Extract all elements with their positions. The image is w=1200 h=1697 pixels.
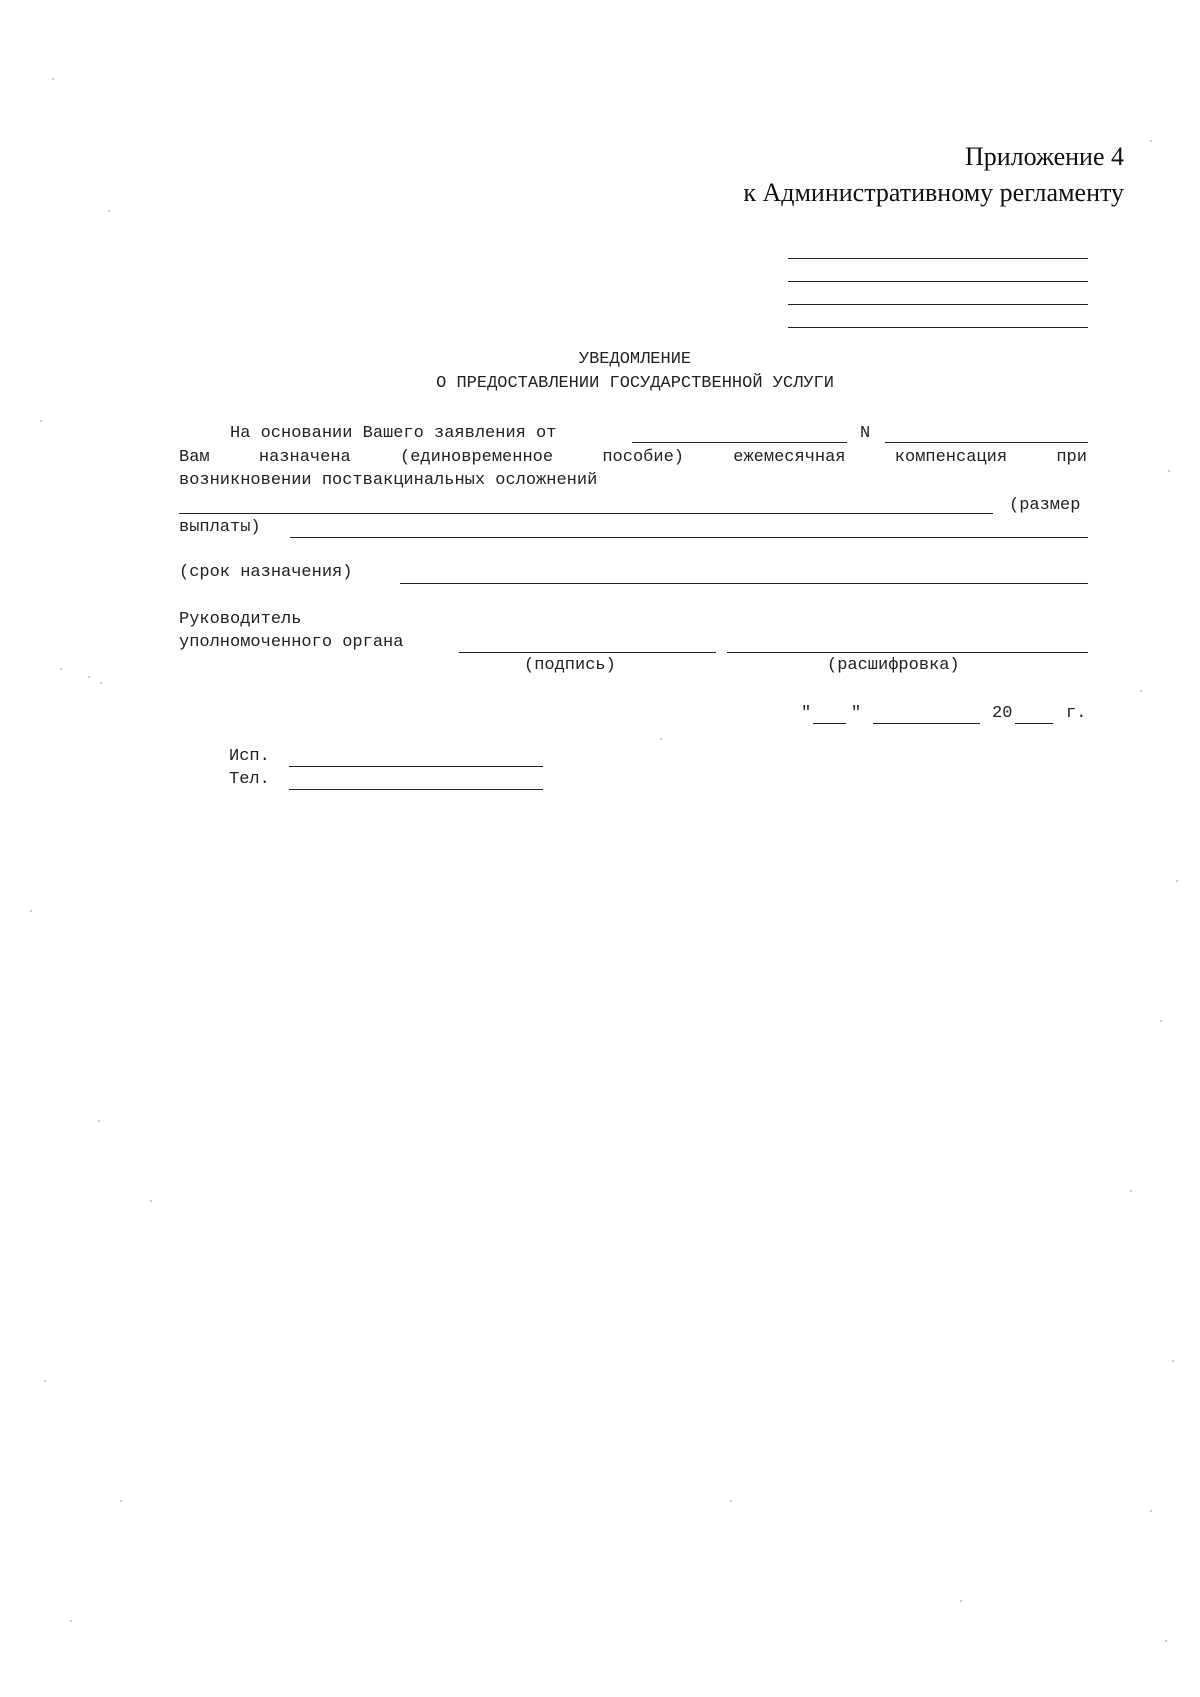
signature-caption: (подпись) [524, 656, 616, 675]
number-label: N [860, 424, 871, 443]
phone-label: Тел. [229, 770, 270, 789]
recipient-line-2[interactable] [788, 281, 1088, 282]
recipient-line-1[interactable] [788, 258, 1088, 259]
recipient-line-3[interactable] [788, 304, 1088, 305]
assignment-word: Вам [179, 448, 210, 467]
annex-number: Приложение 4 [964, 142, 1124, 171]
date-year-prefix: 20 [992, 704, 1013, 723]
amount-label-part1: (размер [1009, 496, 1081, 515]
date-year-field[interactable] [1015, 723, 1053, 724]
assignment-word: пособие) [602, 448, 684, 467]
date-year-suffix: г. [1066, 704, 1087, 723]
intro-text: На основании Вашего заявления от [230, 424, 557, 443]
date-quote-open: " [801, 704, 812, 723]
executor-field[interactable] [289, 766, 543, 767]
assignment-word: компенсация [894, 448, 1008, 467]
assignment-word: при [1056, 448, 1087, 467]
executor-label: Исп. [229, 747, 270, 766]
application-date-field[interactable] [632, 442, 847, 443]
assignment-word: (единовременное [400, 448, 554, 467]
signature-field[interactable] [459, 652, 716, 653]
recipient-line-4[interactable] [788, 327, 1088, 328]
date-quote-close: " [851, 704, 862, 723]
signature-decode-field[interactable] [727, 652, 1088, 653]
date-day-field[interactable] [813, 723, 846, 724]
phone-field[interactable] [289, 789, 543, 790]
decode-caption: (расшифровка) [827, 656, 960, 675]
assignment-word: назначена [258, 448, 351, 467]
document-subtitle: О ПРЕДОСТАВЛЕНИИ ГОСУДАРСТВЕННОЙ УСЛУГИ [436, 374, 834, 393]
date-month-field[interactable] [873, 723, 980, 724]
assignment-term-field[interactable] [400, 583, 1088, 584]
document-title: УВЕДОМЛЕНИЕ [578, 350, 692, 369]
annex-reference: к Административному регламенту [743, 178, 1124, 207]
head-title-line2: уполномоченного органа [179, 633, 404, 652]
head-title-line1: Руководитель [179, 610, 302, 629]
amount-label-part2: выплаты) [179, 518, 261, 537]
payment-amount-field[interactable] [290, 537, 1088, 538]
assignment-word: ежемесячная [733, 448, 846, 467]
complications-text: возникновении поствакцинальных осложнений [179, 471, 598, 490]
application-number-field[interactable] [885, 442, 1088, 443]
assignment-text-row [179, 449, 1087, 466]
term-label: (срок назначения) [179, 563, 353, 582]
complication-description-field[interactable] [179, 513, 993, 514]
